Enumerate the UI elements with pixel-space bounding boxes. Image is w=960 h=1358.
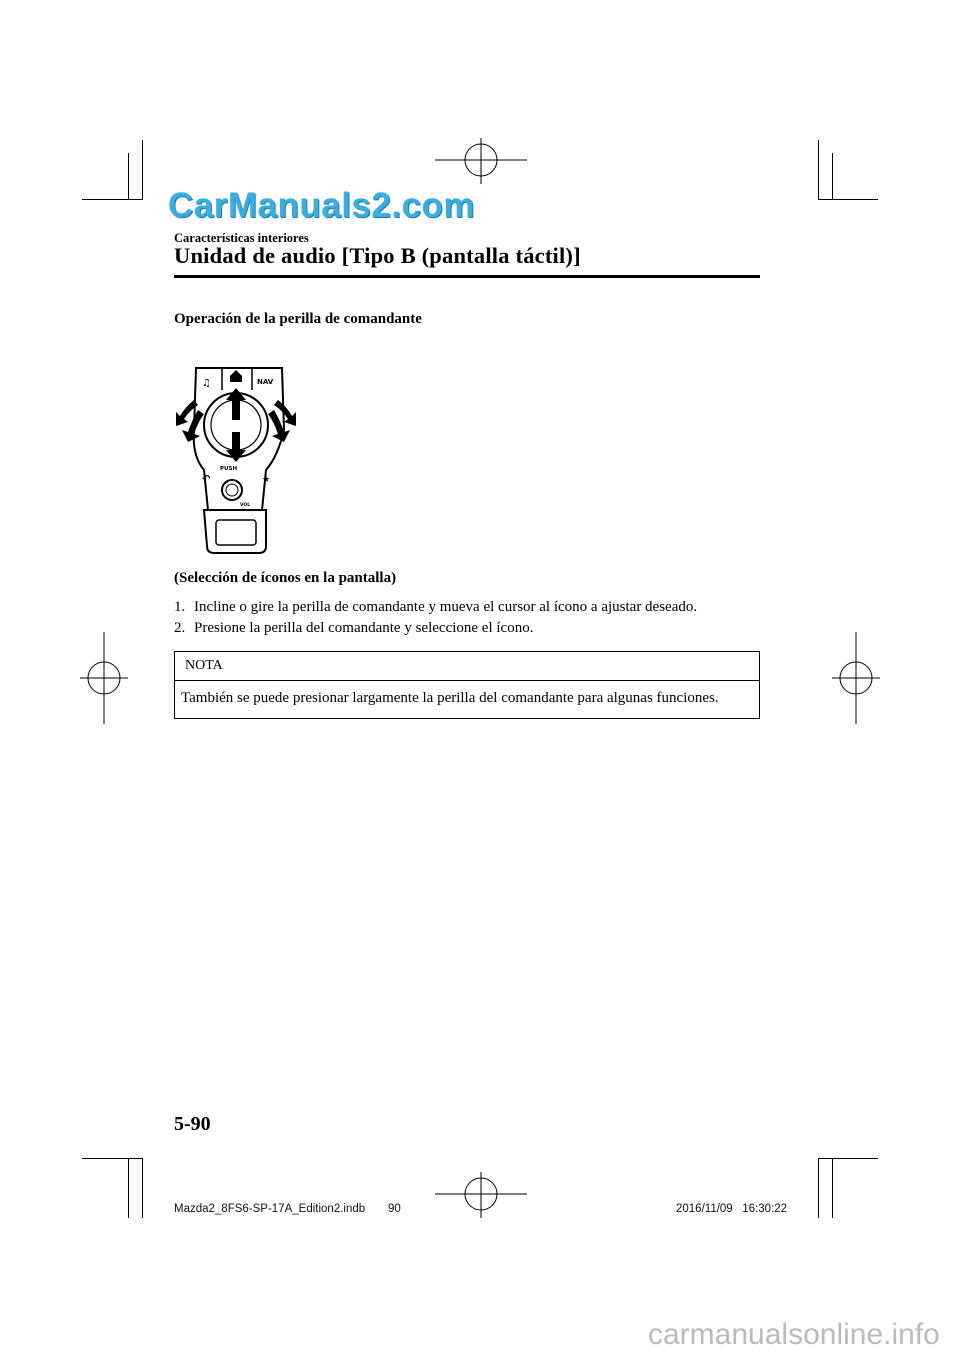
back-icon bbox=[202, 474, 211, 485]
selection-heading: (Selección de íconos en la pantalla) bbox=[174, 570, 397, 586]
favorite-icon bbox=[262, 475, 270, 485]
registration-mark-left bbox=[80, 632, 128, 724]
step-text: Incline o gire la perilla de comandante y mueva el cursor al ícono a ajustar deseado. bbox=[194, 599, 698, 615]
page-title: Unidad de audio [Tipo B (pantalla táctil)] bbox=[174, 243, 581, 268]
watermark-logo: CarManuals2.com bbox=[168, 186, 476, 225]
list-item bbox=[174, 618, 697, 639]
subheading: Operación de la perilla de comandante bbox=[174, 311, 422, 327]
page-number: 5-90 bbox=[174, 1113, 211, 1135]
svg-text:♫: ♫ bbox=[202, 378, 211, 389]
commander-knob-figure bbox=[174, 360, 304, 560]
music-icon bbox=[202, 378, 211, 389]
registration-mark-top bbox=[435, 138, 527, 184]
print-file-name: Mazda2_8FS6-SP-17A_Edition2.indb bbox=[174, 1203, 366, 1215]
section-label: Características interiores bbox=[174, 231, 309, 245]
note-text: También se puede presionar largamente la perilla del comandante para algunas funciones. bbox=[181, 690, 719, 706]
title-rule bbox=[174, 275, 760, 278]
push-label: PUSH bbox=[220, 466, 238, 472]
registration-mark-bottom bbox=[435, 1172, 527, 1218]
svg-text:★: ★ bbox=[262, 475, 271, 485]
step-text: Presione la perilla del comandante y seleccione el ícono. bbox=[194, 620, 534, 636]
nav-label: NAV bbox=[257, 378, 274, 386]
note-heading: NOTA bbox=[185, 658, 223, 673]
print-timestamp: 2016/11/09 16:30:22 bbox=[676, 1203, 788, 1215]
steps-list bbox=[174, 597, 697, 639]
step-number: 2. bbox=[174, 620, 186, 636]
svg-text:↶: ↶ bbox=[202, 474, 211, 485]
note-box bbox=[174, 651, 760, 719]
registration-mark-right bbox=[832, 632, 880, 724]
note-header bbox=[175, 652, 759, 681]
list-item bbox=[174, 597, 697, 618]
footer-watermark: carmanualsonline.info bbox=[648, 1318, 940, 1351]
step-number: 1. bbox=[174, 599, 186, 615]
vol-label: VOL bbox=[240, 503, 251, 508]
print-file-page: 90 bbox=[388, 1203, 401, 1215]
